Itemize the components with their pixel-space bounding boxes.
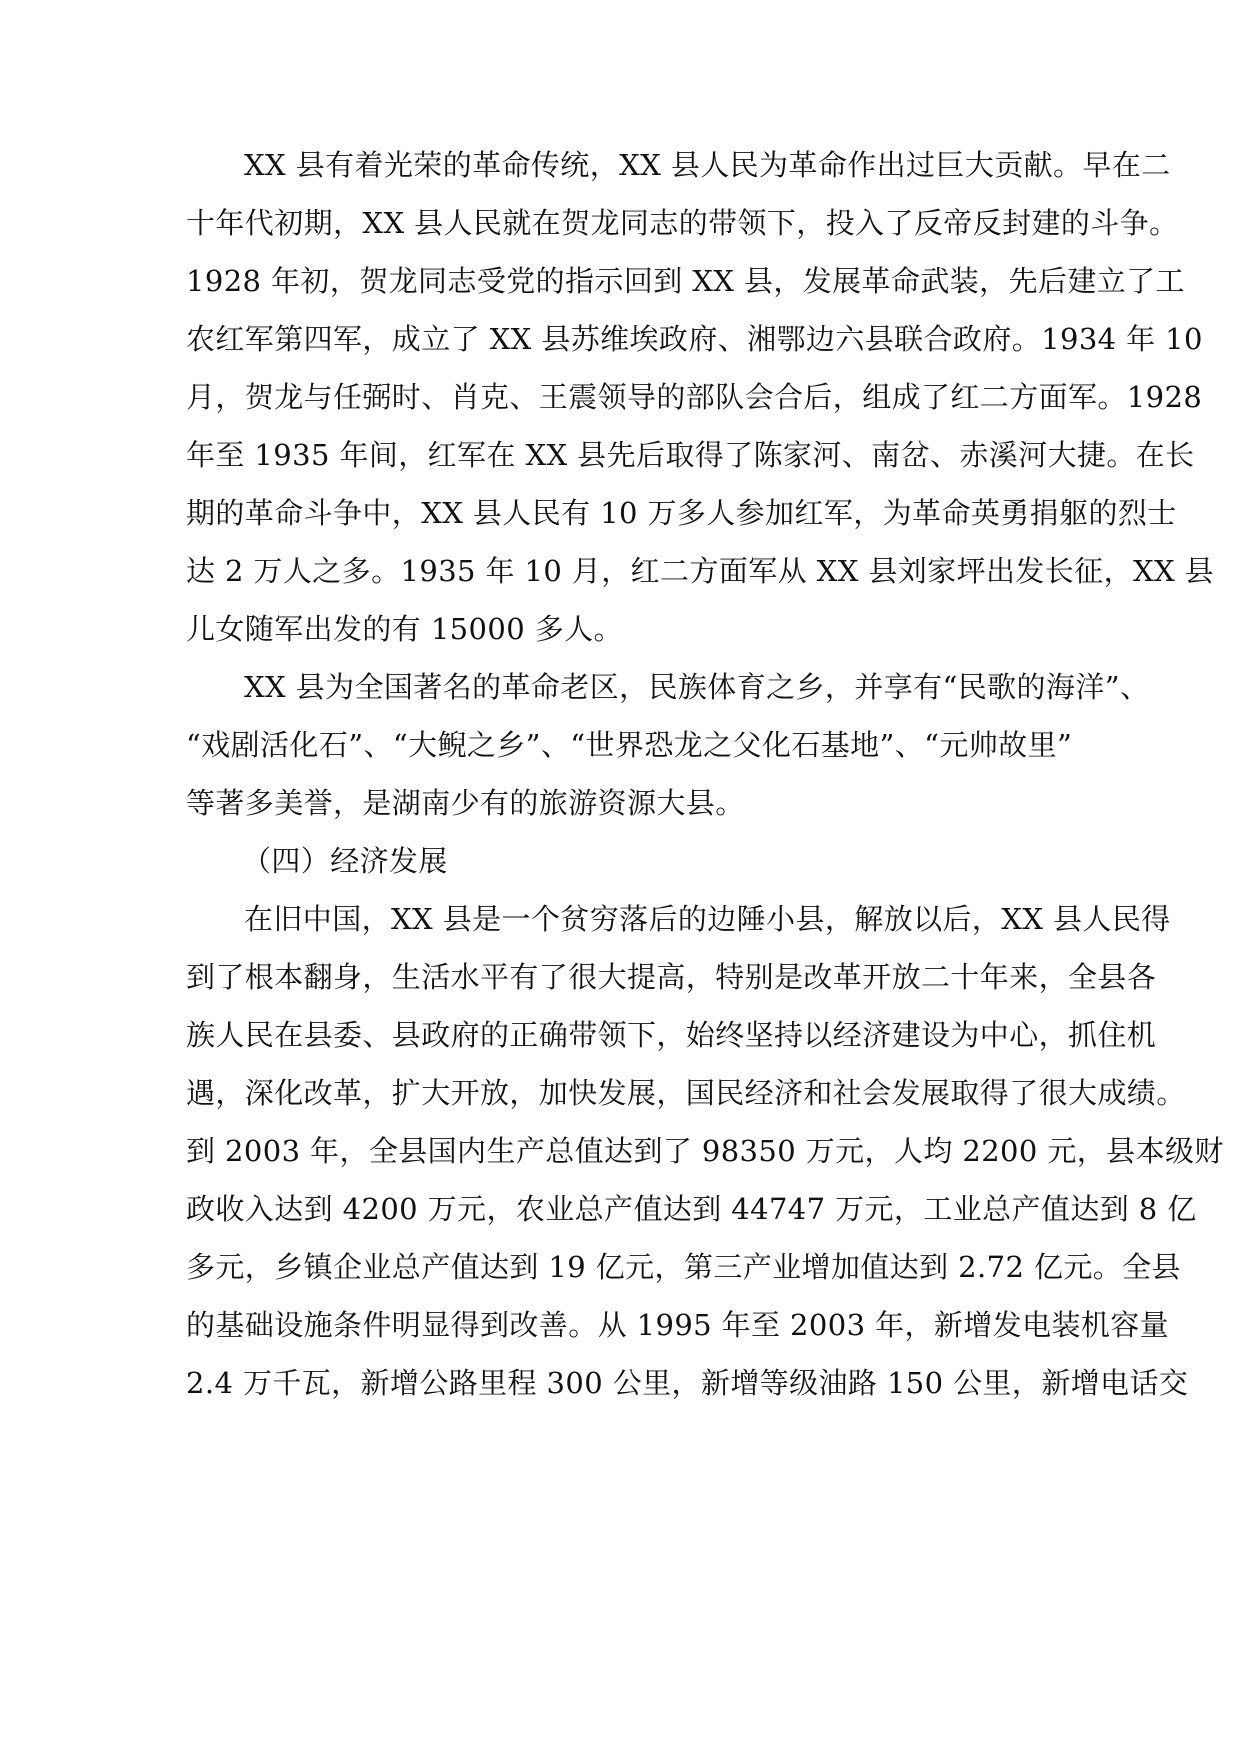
paragraph-2-line-2: “戏剧活化石”、“大鲵之乡”、“世界恐龙之父化石基地”、“元帅故里” — [186, 728, 1073, 762]
paragraph-1-line-3: 1928 年初，贺龙同志受党的指示回到 XX 县，发展革命武装，先后建立了工 — [186, 264, 1185, 298]
paragraph-3-line-9: 2.4 万千瓦，新增公路里程 300 公里，新增等级油路 150 公里，新增电话交 — [186, 1366, 1189, 1400]
paragraph-1-line-6: 年至 1935 年间，红军在 XX 县先后取得了陈家河、南岔、赤溪河大捷。在长 — [186, 438, 1195, 472]
paragraph-3-line-7: 多元，乡镇企业总产值达到 19 亿元，第三产业增加值达到 2.72 亿元。全县 — [186, 1250, 1181, 1284]
paragraph-3-line-8: 的基础设施条件明显得到改善。从 1995 年至 2003 年，新增发电装机容量 — [186, 1308, 1170, 1342]
paragraph-3-line-3: 族人民在县委、县政府的正确带领下，始终坚持以经济建设为中心，抓住机 — [186, 1018, 1157, 1052]
paragraph-3-line-2: 到了根本翻身，生活水平有了很大提高，特别是改革开放二十年来，全县各 — [186, 960, 1157, 994]
paragraph-1-line-9: 儿女随军出发的有 15000 多人。 — [186, 612, 623, 646]
paragraph-1-line-7: 期的革命斗争中，XX 县人民有 10 万多人参加红军，为革命英勇捐躯的烈士 — [186, 496, 1177, 530]
paragraph-1-line-5: 月，贺龙与任弼时、肖克、王震领导的部队会合后，组成了红二方面军。1928 — [186, 380, 1203, 414]
paragraph-1-line-8: 达 2 万人之多。1935 年 10 月，红二方面军从 XX 县刘家坪出发长征，XX 县 — [186, 554, 1215, 588]
paragraph-2-line-3: 等著多美誉，是湖南少有的旅游资源大县。 — [186, 786, 745, 820]
section-heading: （四）经济发展 — [242, 844, 448, 878]
paragraph-3-line-1: 在旧中国，XX 县是一个贫穷落后的边陲小县，解放以后，XX 县人民得 — [244, 902, 1171, 936]
paragraph-3-line-5: 到 2003 年，全县国内生产总值达到了 98350 万元，人均 2200 元，县本级财 — [186, 1134, 1224, 1168]
paragraph-3-line-4: 遇，深化改革，扩大开放，加快发展，国民经济和社会发展取得了很大成绩。 — [186, 1076, 1186, 1110]
paragraph-1-line-2: 十年代初期，XX 县人民就在贺龙同志的带领下，投入了反帝反封建的斗争。 — [186, 206, 1179, 240]
paragraph-1-line-1: XX 县有着光荣的革命传统，XX 县人民为革命作出过巨大贡献。早在二 — [244, 148, 1171, 182]
paragraph-1-line-4: 农红军第四军，成立了 XX 县苏维埃政府、湘鄂边六县联合政府。1934 年 10 — [186, 322, 1203, 356]
paragraph-3-line-6: 政收入达到 4200 万元，农业总产值达到 44747 万元，工业总产值达到 8 亿 — [186, 1192, 1197, 1226]
paragraph-2-line-1: XX 县为全国著名的革命老区，民族体育之乡，并享有“民歌的海洋”、 — [244, 670, 1150, 704]
